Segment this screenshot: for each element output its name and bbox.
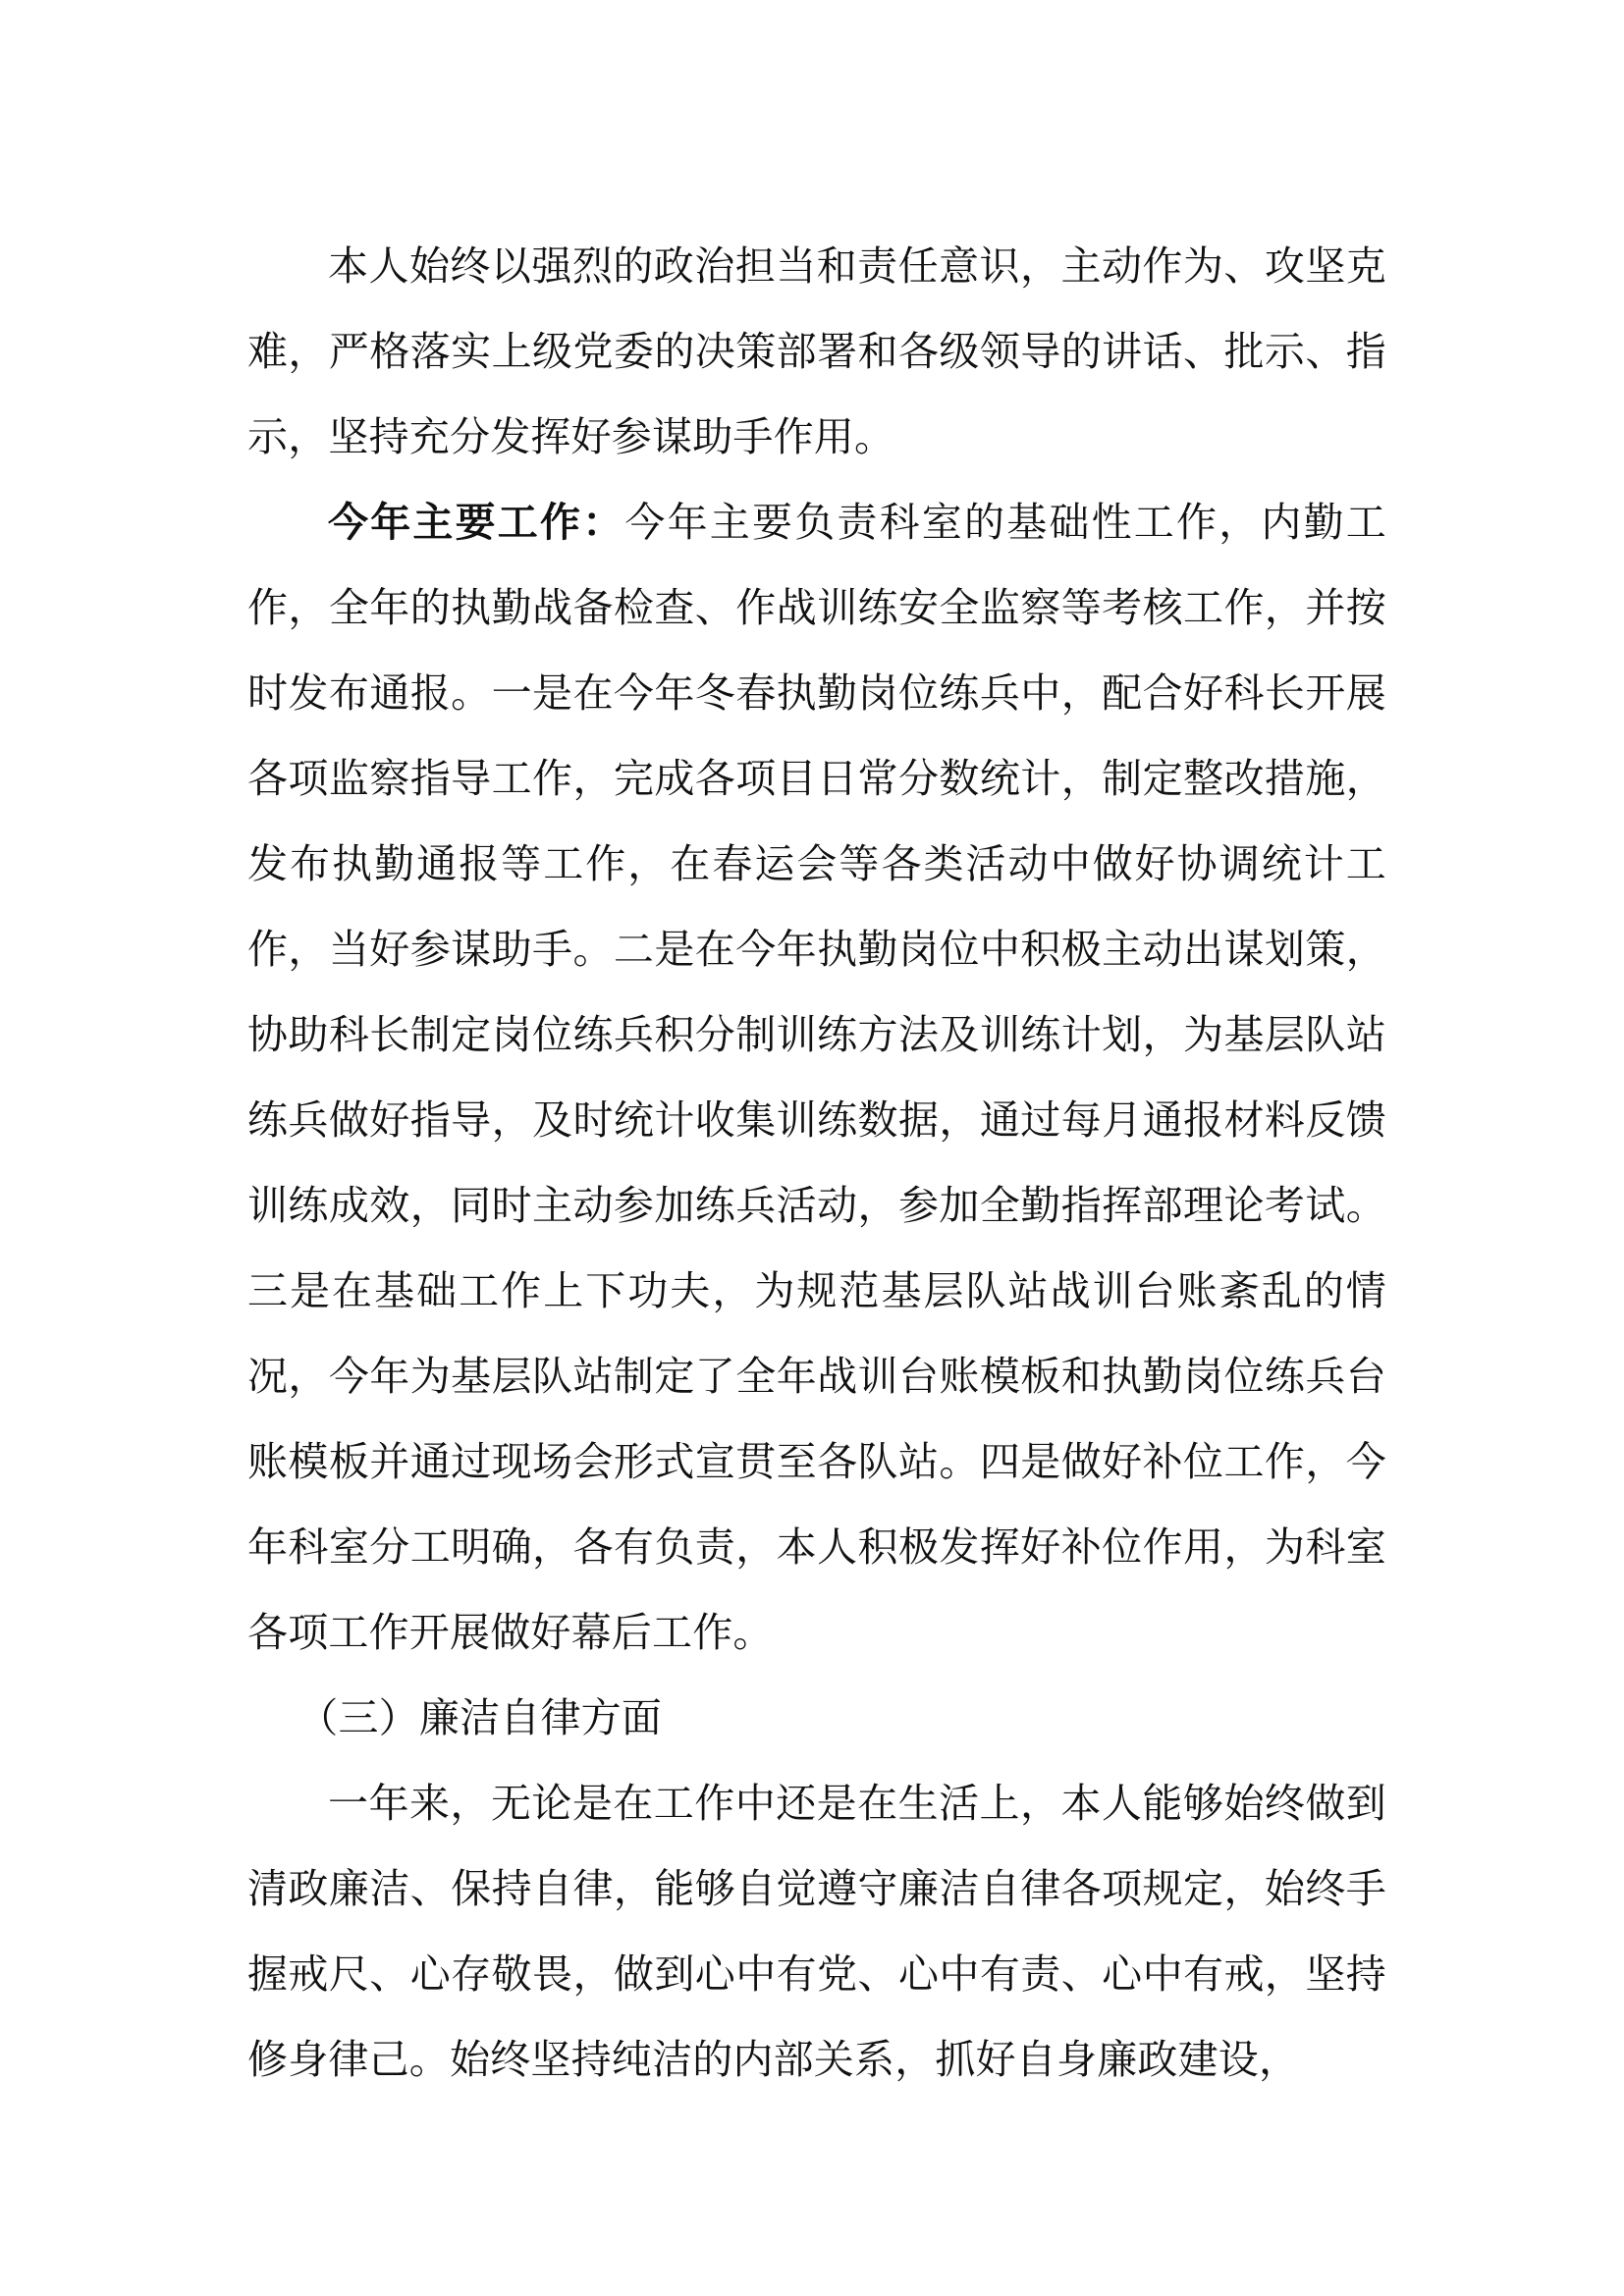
paragraph-main-work — [247, 480, 1386, 1676]
paragraph-text: 一年来，无论是在工作中还是在生活上，本人能够始终做到清政廉洁、保持自律，能够自觉遵守廉洁自律各项规定，始终手握戒尺、心存敬畏，做到心中有党、心中有责、心中有戒，坚持修身律己。始终坚持纯洁的内部关系，抓好自身廉政建设， — [247, 1780, 1386, 2083]
section-heading-text: （三）廉洁自律方面 — [298, 1694, 663, 1741]
document-body — [247, 224, 1386, 2103]
paragraph-text: 本人始终以强烈的政治担当和责任意识，主动作为、攻坚克难，严格落实上级党委的决策部署和各级领导的讲话、批示、指示，坚持充分发挥好参谋助手作用。 — [247, 242, 1386, 460]
section-heading-integrity — [247, 1676, 1386, 1761]
paragraph-lead-heading: 今年主要工作： — [328, 499, 625, 546]
paragraph-responsibility — [247, 224, 1386, 480]
paragraph-text: 今年主要负责科室的基础性工作，内勤工作，全年的执勤战备检查、作战训练安全监察等考核工作，并按时发布通报。一是在今年冬春执勤岗位练兵中，配合好科长开展各项监察指导工作，完成各项目日常分数统计，制定整改措施，发布执勤通报等工作，在春运会等各类活动中做好协调统计工作，当好参谋助手。二是在今年执勤岗位中积极主动出谋划策，协助科长制定岗位练兵积分制训练方法及训练计划，为基层队站练兵做好指导，及时统计收集训练数据，通过每月通报材料反馈训练成效，同时主动参加练兵活动，参加全勤指挥部理论考试。三是在基础工作上下功夫，为规范基层队站战训台账紊乱的情况，今年为基层队站制定了全年战训台账模板和执勤岗位练兵台账模板并通过现场会形式宣贯至各队站。四是做好补位工作，今年科室分工明确，各有负责，本人积极发挥好补位作用，为科室各项工作开展做好幕后工作。 — [247, 499, 1386, 1656]
paragraph-integrity — [247, 1761, 1386, 2103]
